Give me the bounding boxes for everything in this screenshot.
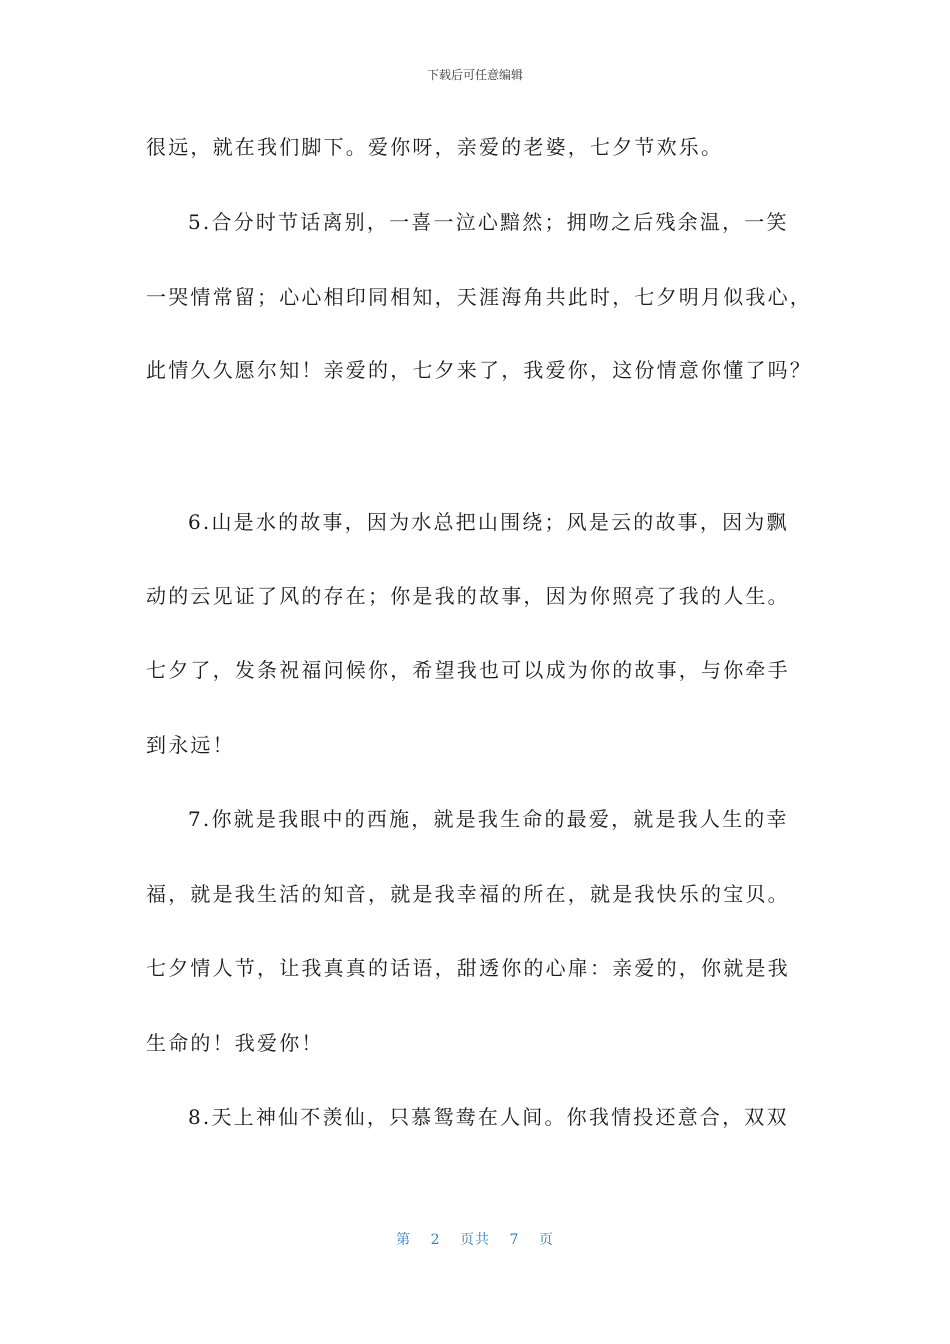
body-line: 很远，就在我们脚下。爱你呀，亲爱的老婆，七夕节欢乐。 <box>146 135 724 159</box>
body-line: 8.天上神仙不羡仙，只慕鸳鸯在人间。你我情投还意合，双双 <box>188 1105 789 1129</box>
footer-prefix: 第 <box>396 1232 412 1248</box>
body-line: 此情久久愿尔知！亲爱的，七夕来了，我爱你，这份情意你懂了吗？ <box>146 358 812 382</box>
total-page-count: 7 <box>509 1232 520 1248</box>
body-line: 一哭情常留；心心相印同相知，天涯海角共此时，七夕明月似我心， <box>146 285 812 309</box>
body-line: 6.山是水的故事，因为水总把山围绕；风是云的故事，因为飘 <box>188 510 789 534</box>
current-page-number: 2 <box>430 1232 441 1248</box>
footer-suffix: 页 <box>538 1232 554 1248</box>
body-line: 七夕情人节，让我真真的话语，甜透你的心扉：亲爱的，你就是我 <box>146 956 790 980</box>
header-note: 下载后可任意编辑 <box>426 68 523 82</box>
body-line: 动的云见证了风的存在；你是我的故事，因为你照亮了我的人生。 <box>146 584 790 608</box>
body-line: 7.你就是我眼中的西施，就是我生命的最爱，就是我人生的幸 <box>188 807 789 831</box>
body-line: 福，就是我生活的知音，就是我幸福的所在，就是我快乐的宝贝。 <box>146 882 790 906</box>
body-line: 七夕了，发条祝福问候你，希望我也可以成为你的故事，与你牵手 <box>146 658 790 682</box>
body-line: 到永远！ <box>146 733 235 757</box>
footer-middle: 页共 <box>460 1232 490 1248</box>
page-footer <box>0 1229 950 1249</box>
body-line: 生命的！我爱你！ <box>146 1031 324 1055</box>
body-line: 5.合分时节话离别，一喜一泣心黯然；拥吻之后残余温，一笑 <box>188 210 789 234</box>
